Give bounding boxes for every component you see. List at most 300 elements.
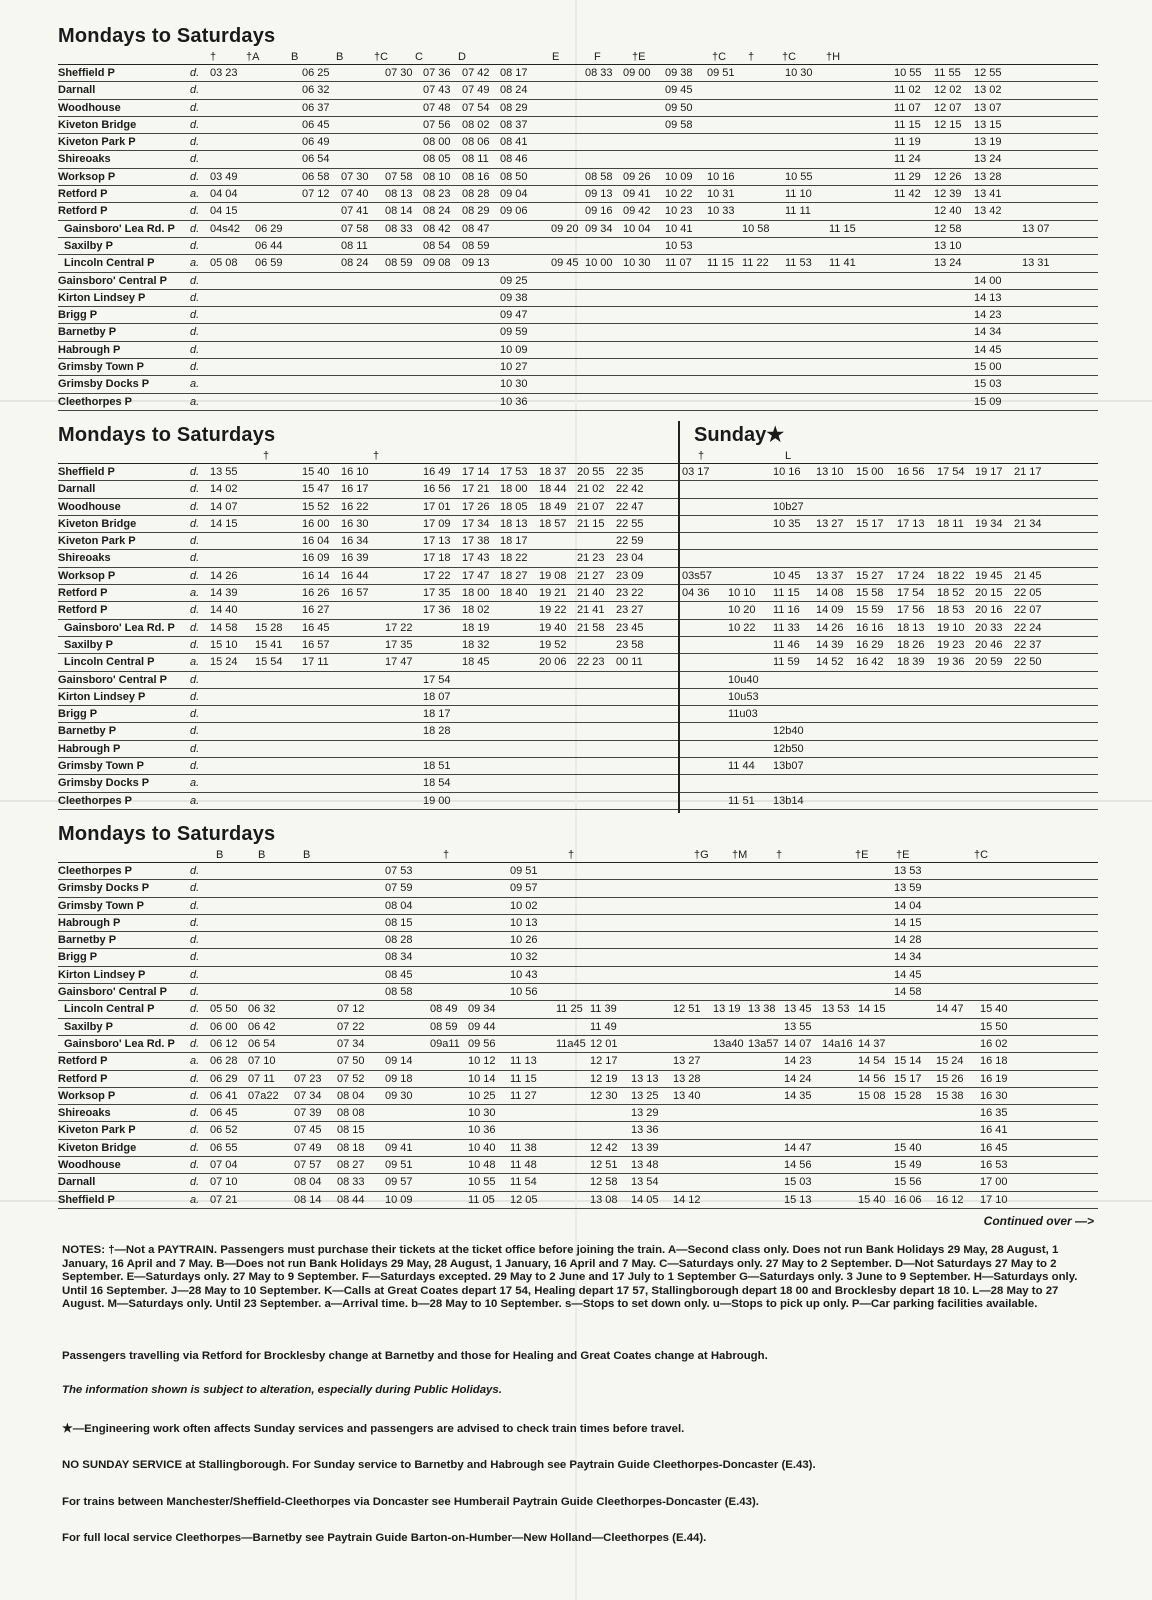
arrive-depart-marker: a. [190, 777, 200, 790]
departure-time: 18 54 [423, 777, 451, 790]
departure-time: 14 07 [784, 1037, 812, 1050]
departure-time: 09 42 [623, 205, 651, 218]
departure-time: 10 04 [623, 222, 651, 235]
timetable-row [58, 290, 1098, 307]
departure-time: 13 10 [934, 239, 962, 252]
arrive-depart-marker: d. [190, 968, 200, 981]
departure-time: 09 50 [665, 101, 693, 114]
departure-time: 16 09 [302, 552, 330, 565]
departure-time: 08 18 [337, 1141, 365, 1154]
departure-time: 09 57 [385, 1176, 413, 1189]
arrive-depart-marker: a. [190, 257, 200, 270]
departure-time: 11 22 [742, 257, 769, 270]
departure-time: 08 29 [462, 205, 490, 218]
departure-time: 15 41 [255, 638, 283, 651]
departure-time: 07 56 [423, 118, 451, 131]
arrive-depart-marker: a. [190, 378, 200, 391]
timetable-row [58, 65, 1098, 82]
departure-time: 15 40 [894, 1141, 922, 1154]
departure-time: 14 45 [894, 968, 922, 981]
departure-time: 18 28 [423, 725, 451, 738]
departure-time: 11 44 [728, 760, 755, 773]
departure-time: 14 47 [784, 1141, 812, 1154]
departure-time: 11 16 [773, 604, 800, 617]
departure-time: 11 11 [785, 205, 811, 218]
star-icon: ★ [766, 424, 785, 446]
departure-time: 11 25 [556, 1003, 583, 1016]
departure-time: 09 51 [707, 67, 735, 79]
timetable-row [58, 499, 1098, 516]
departure-time: 07 30 [341, 170, 369, 183]
departure-time: 20 06 [539, 656, 567, 669]
departure-time: 15 09 [974, 395, 1002, 408]
departure-time: 13 53 [822, 1003, 850, 1016]
timetable-section-1 [58, 22, 1098, 411]
arrive-depart-marker: d. [190, 101, 200, 114]
departure-time: 19 34 [975, 517, 1003, 530]
departure-time: 09 04 [500, 188, 528, 201]
column-code: † [698, 450, 705, 462]
station-name: Worksop P [58, 569, 116, 582]
departure-time: 13 24 [934, 257, 962, 270]
station-name: Kiveton Bridge [58, 517, 137, 530]
departure-time: 10 33 [707, 205, 735, 218]
station-name: Shireoaks [58, 552, 111, 565]
arrive-depart-marker: d. [190, 483, 200, 496]
departure-time: 17 22 [423, 569, 451, 582]
departure-time: 21 41 [577, 604, 605, 617]
departure-time: 16 17 [341, 483, 369, 496]
departure-time: 13 45 [784, 1003, 812, 1016]
station-name: Woodhouse [58, 101, 121, 114]
departure-time: 22 55 [616, 517, 644, 530]
departure-time: 10 55 [468, 1176, 496, 1189]
departure-time: 14 35 [784, 1089, 812, 1102]
station-name: Darnall [58, 84, 96, 97]
departure-time: 20 55 [577, 466, 605, 478]
departure-time: 16 34 [341, 535, 369, 548]
timetable-row [58, 1071, 1098, 1088]
departure-time: 09 58 [665, 118, 693, 131]
departure-time: 23 04 [616, 552, 644, 565]
departure-time: 18 51 [423, 760, 451, 773]
departure-time: 13 42 [974, 205, 1002, 218]
station-name: Retford P [58, 587, 108, 600]
arrive-depart-marker: d. [190, 309, 200, 322]
departure-time: 07 54 [462, 101, 490, 114]
timetable-row [58, 915, 1098, 932]
departure-time: 20 59 [975, 656, 1003, 669]
departure-time: 16 45 [980, 1141, 1008, 1154]
departure-time: 17 21 [462, 483, 490, 496]
departure-time: 10 40 [468, 1141, 496, 1154]
station-name: Gainsboro' Lea Rd. P [64, 621, 175, 634]
column-code-row [58, 449, 1098, 464]
sunday-title [694, 421, 784, 449]
departure-time: 13 53 [894, 865, 922, 877]
timetable-row [58, 585, 1098, 602]
departure-time: 10 02 [510, 899, 538, 912]
column-code: †C [374, 51, 389, 63]
departure-time: 13b14 [773, 794, 804, 807]
departure-time: 11 38 [510, 1141, 537, 1154]
departure-time: 15 56 [894, 1176, 922, 1189]
departure-time: 07 36 [423, 67, 451, 79]
departure-time: 08 14 [294, 1193, 322, 1206]
departure-time: 21 07 [577, 500, 605, 513]
arrive-depart-marker: d. [190, 1124, 200, 1137]
timetable-row [58, 723, 1098, 740]
departure-time: 14 05 [631, 1193, 659, 1206]
departure-time: 10 55 [785, 170, 813, 183]
station-name: Sheffield P [58, 466, 115, 478]
departure-time: 11 42 [894, 188, 921, 201]
departure-time: 11 29 [894, 170, 921, 183]
departure-time: 13 27 [816, 517, 844, 530]
departure-time: 09 13 [462, 257, 490, 270]
departure-time: 06 29 [210, 1072, 238, 1085]
departure-time: 06 55 [210, 1141, 238, 1154]
departure-time: 08 41 [500, 136, 528, 149]
arrive-depart-marker: a. [190, 794, 200, 807]
departure-time: 18 52 [937, 587, 965, 600]
departure-time: 16 30 [980, 1089, 1008, 1102]
station-name: Kiveton Bridge [58, 118, 137, 131]
departure-time: 15 40 [980, 1003, 1008, 1016]
departure-time: 06 58 [302, 170, 330, 183]
departure-time: 08 24 [341, 257, 369, 270]
departure-time: 10 30 [623, 257, 651, 270]
departure-time: 10 43 [510, 968, 538, 981]
departure-time: 13 37 [816, 569, 844, 582]
departure-time: 15 40 [858, 1193, 886, 1206]
departure-time: 13 07 [1022, 222, 1050, 235]
departure-time: 10 45 [773, 569, 801, 582]
station-name: Lincoln Central P [64, 257, 155, 270]
departure-time: 10 25 [468, 1089, 496, 1102]
departure-time: 09 59 [500, 326, 528, 339]
arrive-depart-marker: d. [190, 621, 200, 634]
departure-time: 18 00 [462, 587, 490, 600]
arrive-depart-marker: d. [190, 934, 200, 947]
departure-time: 14 58 [210, 621, 238, 634]
timetable-row [58, 273, 1098, 290]
departure-time: 07 52 [337, 1072, 365, 1085]
station-name: Retford P [58, 1072, 108, 1085]
departure-time: 09 41 [623, 188, 651, 201]
column-code: F [594, 51, 601, 63]
station-name: Shireoaks [58, 1107, 111, 1120]
station-name: Retford P [58, 205, 108, 218]
arrive-depart-marker: d. [190, 1020, 200, 1033]
departure-time: 15 26 [936, 1072, 964, 1085]
departure-time: 14 37 [858, 1037, 886, 1050]
departure-time: 22 35 [616, 466, 644, 478]
arrive-depart-marker: d. [190, 153, 200, 166]
departure-time: 14 26 [210, 569, 238, 582]
departure-time: 18 13 [500, 517, 528, 530]
departure-time: 04s42 [210, 222, 240, 235]
departure-time: 08 15 [337, 1124, 365, 1137]
departure-time: 14 24 [784, 1072, 812, 1085]
departure-time: 19 23 [937, 638, 965, 651]
departure-time: 18 27 [500, 569, 528, 582]
departure-time: 18 57 [539, 517, 567, 530]
departure-time: 21 45 [1014, 569, 1042, 582]
station-name: Barnetby P [58, 725, 117, 738]
arrive-depart-marker: d. [190, 865, 200, 877]
timetable-row [58, 394, 1098, 411]
timetable-row [58, 602, 1098, 619]
column-code: †E [632, 51, 646, 63]
departure-time: 21 23 [577, 552, 605, 565]
departure-time: 16 39 [341, 552, 369, 565]
departure-time: 15 00 [974, 361, 1002, 374]
departure-time: 11 15 [707, 257, 734, 270]
departure-time: 12 05 [510, 1193, 538, 1206]
departure-time: 06 29 [255, 222, 283, 235]
arrive-depart-marker: d. [190, 882, 200, 895]
departure-time: 11 53 [785, 257, 812, 270]
departure-time: 09 47 [500, 309, 528, 322]
departure-time: 15 28 [894, 1089, 922, 1102]
departure-time: 11 13 [510, 1055, 537, 1068]
departure-time: 16 16 [856, 621, 884, 634]
star-icon: ★ [62, 1421, 73, 1435]
station-name: Saxilby P [64, 1020, 113, 1033]
departure-time: 16 53 [980, 1159, 1008, 1172]
departure-time: 19 36 [937, 656, 965, 669]
departure-time: 05 50 [210, 1003, 238, 1016]
station-name: Worksop P [58, 1089, 116, 1102]
departure-time: 17 47 [385, 656, 413, 669]
timetable-row [58, 516, 1098, 533]
departure-time: 11 02 [894, 84, 921, 97]
arrive-depart-marker: d. [190, 1003, 200, 1016]
departure-time: 06 59 [255, 257, 283, 270]
departure-time: 17 35 [423, 587, 451, 600]
departure-time: 14 45 [974, 343, 1002, 356]
station-name: Habrough P [58, 916, 121, 929]
engineering-note [62, 1421, 1102, 1435]
departure-time: 15 14 [894, 1055, 922, 1068]
departure-time: 21 40 [577, 587, 605, 600]
column-code: E [552, 51, 560, 63]
departure-time: 08 45 [385, 968, 413, 981]
departure-time: 14 40 [210, 604, 238, 617]
departure-time: 13 28 [673, 1072, 701, 1085]
departure-time: 10u53 [728, 690, 759, 703]
departure-time: 17 53 [500, 466, 528, 478]
departure-time: 07 49 [462, 84, 490, 97]
departure-time: 16 14 [302, 569, 330, 582]
departure-time: 08 13 [385, 188, 413, 201]
departure-time: 06 12 [210, 1037, 238, 1050]
timetable-row [58, 1157, 1098, 1174]
alteration-note: The information shown is subject to alteration, especially during Public Holidays. [62, 1384, 502, 1396]
departure-time: 09 34 [585, 222, 613, 235]
departure-time: 15 59 [856, 604, 884, 617]
departure-time: 05 08 [210, 257, 238, 270]
departure-time: 10 20 [728, 604, 756, 617]
departure-time: 06 32 [248, 1003, 276, 1016]
departure-time: 18 37 [539, 466, 567, 478]
departure-time: 11 46 [773, 638, 800, 651]
station-name: Grimsby Town P [58, 760, 144, 773]
retford-change-note: Passengers travelling via Retford for Brocklesby change at Barnetby and those for Healing and Great Coates change at Habrough. [62, 1350, 768, 1362]
departure-time: 13 25 [631, 1089, 659, 1102]
continued-over-label: Continued over —> [983, 1214, 1094, 1228]
section-title: Mondays to Saturdays [58, 424, 276, 446]
departure-time: 04 04 [210, 188, 238, 201]
departure-time: 14 12 [673, 1193, 701, 1206]
departure-time: 08 06 [462, 136, 490, 149]
departure-time: 17 09 [423, 517, 451, 530]
column-code-row [58, 848, 1098, 863]
timetable-row [58, 376, 1098, 393]
departure-time: 10 48 [468, 1159, 496, 1172]
departure-time: 14 28 [894, 934, 922, 947]
departure-time: 03 17 [682, 466, 710, 478]
column-code: † [263, 450, 270, 462]
arrive-depart-marker: d. [190, 500, 200, 513]
departure-time: 16 27 [302, 604, 330, 617]
departure-time: 22 59 [616, 535, 644, 548]
timetable-row [58, 533, 1098, 550]
departure-time: 12 58 [934, 222, 962, 235]
departure-time: 08 54 [423, 239, 451, 252]
departure-time: 15 00 [856, 466, 884, 478]
departure-time: 08 33 [385, 222, 413, 235]
departure-time: 14 00 [974, 274, 1002, 287]
departure-time: 09 51 [385, 1159, 413, 1172]
departure-time: 08 59 [385, 257, 413, 270]
timetable-section-2 [58, 421, 1098, 810]
timetable-row [58, 967, 1098, 984]
departure-time: 18 02 [462, 604, 490, 617]
column-code: B [216, 849, 224, 861]
departure-time: 07 45 [294, 1124, 322, 1137]
departure-time: 08 24 [500, 84, 528, 97]
arrive-depart-marker: d. [190, 170, 200, 183]
station-name: Woodhouse [58, 500, 121, 513]
arrive-depart-marker: d. [190, 343, 200, 356]
departure-time: 18 22 [500, 552, 528, 565]
departure-time: 14 23 [974, 309, 1002, 322]
departure-time: 16 56 [423, 483, 451, 496]
timetable-row [58, 481, 1098, 498]
departure-time: 08 04 [337, 1089, 365, 1102]
departure-time: 13 02 [974, 84, 1002, 97]
departure-time: 14 39 [816, 638, 844, 651]
arrive-depart-marker: d. [190, 1089, 200, 1102]
departure-time: 10 36 [468, 1124, 496, 1137]
departure-time: 08 04 [385, 899, 413, 912]
arrive-depart-marker: d. [190, 690, 200, 703]
station-name: Darnall [58, 483, 96, 496]
departure-time: 14 09 [816, 604, 844, 617]
timetable-row [58, 134, 1098, 151]
departure-time: 08 27 [337, 1159, 365, 1172]
departure-time: 23 27 [616, 604, 644, 617]
station-name: Darnall [58, 1176, 96, 1189]
departure-time: 16 29 [856, 638, 884, 651]
arrive-depart-marker: d. [190, 1176, 200, 1189]
departure-time: 11a45 [556, 1037, 586, 1050]
departure-time: 09 16 [585, 205, 613, 218]
departure-time: 10 23 [665, 205, 693, 218]
station-name: Lincoln Central P [64, 1003, 155, 1016]
column-code-row [58, 50, 1098, 65]
departure-time: 06 37 [302, 101, 330, 114]
departure-time: 12 01 [590, 1037, 618, 1050]
arrive-depart-marker: a. [190, 656, 200, 669]
departure-time: 22 07 [1014, 604, 1042, 617]
departure-time: 09 45 [665, 84, 693, 97]
arrive-depart-marker: d. [190, 708, 200, 721]
departure-time: 10 12 [468, 1055, 496, 1068]
arrive-depart-marker: d. [190, 986, 200, 999]
timetable-row [58, 706, 1098, 723]
departure-time: 17 54 [423, 673, 451, 686]
station-name: Brigg P [58, 309, 98, 322]
departure-time: 08 47 [462, 222, 490, 235]
departure-time: 07 34 [294, 1089, 322, 1102]
departure-time: 08 50 [500, 170, 528, 183]
departure-time: 13 15 [974, 118, 1002, 131]
station-name: Habrough P [58, 742, 121, 755]
departure-time: 11 10 [785, 188, 812, 201]
departure-time: 10 16 [773, 466, 801, 478]
column-code: † [443, 849, 450, 861]
departure-time: 08 49 [430, 1003, 458, 1016]
station-name: Cleethorpes P [58, 395, 132, 408]
departure-time: 17 26 [462, 500, 490, 513]
departure-time: 13 08 [590, 1193, 618, 1206]
departure-time: 17 36 [423, 604, 451, 617]
departure-time: 03 49 [210, 170, 238, 183]
departure-time: 21 02 [577, 483, 605, 496]
departure-time: 11 07 [665, 257, 692, 270]
departure-time: 13 39 [631, 1141, 659, 1154]
departure-time: 10 53 [665, 239, 693, 252]
timetable-row [58, 100, 1098, 117]
column-code: †M [732, 849, 748, 861]
station-name: Kiveton Bridge [58, 1141, 137, 1154]
departure-time: 16 00 [302, 517, 330, 530]
departure-time: 14 34 [974, 326, 1002, 339]
departure-time: 09 20 [551, 222, 579, 235]
arrive-depart-marker: d. [190, 1141, 200, 1154]
section-title: Mondays to Saturdays [58, 823, 276, 845]
departure-time: 16 18 [980, 1055, 1008, 1068]
departure-time: 09 26 [623, 170, 651, 183]
timetable-row [58, 1036, 1098, 1053]
departure-time: 16 35 [980, 1107, 1008, 1120]
timetable-row [58, 741, 1098, 758]
departure-time: 11 51 [728, 794, 755, 807]
arrive-depart-marker: d. [190, 361, 200, 374]
timetable-row [58, 255, 1098, 272]
departure-time: 18 45 [462, 656, 490, 669]
timetable-row [58, 620, 1098, 637]
departure-time: 16 57 [341, 587, 369, 600]
departure-time: 13 13 [631, 1072, 659, 1085]
departure-time: 10 27 [500, 361, 528, 374]
departure-time: 13 55 [210, 466, 238, 478]
departure-time: 23 09 [616, 569, 644, 582]
departure-time: 11 19 [894, 136, 921, 149]
